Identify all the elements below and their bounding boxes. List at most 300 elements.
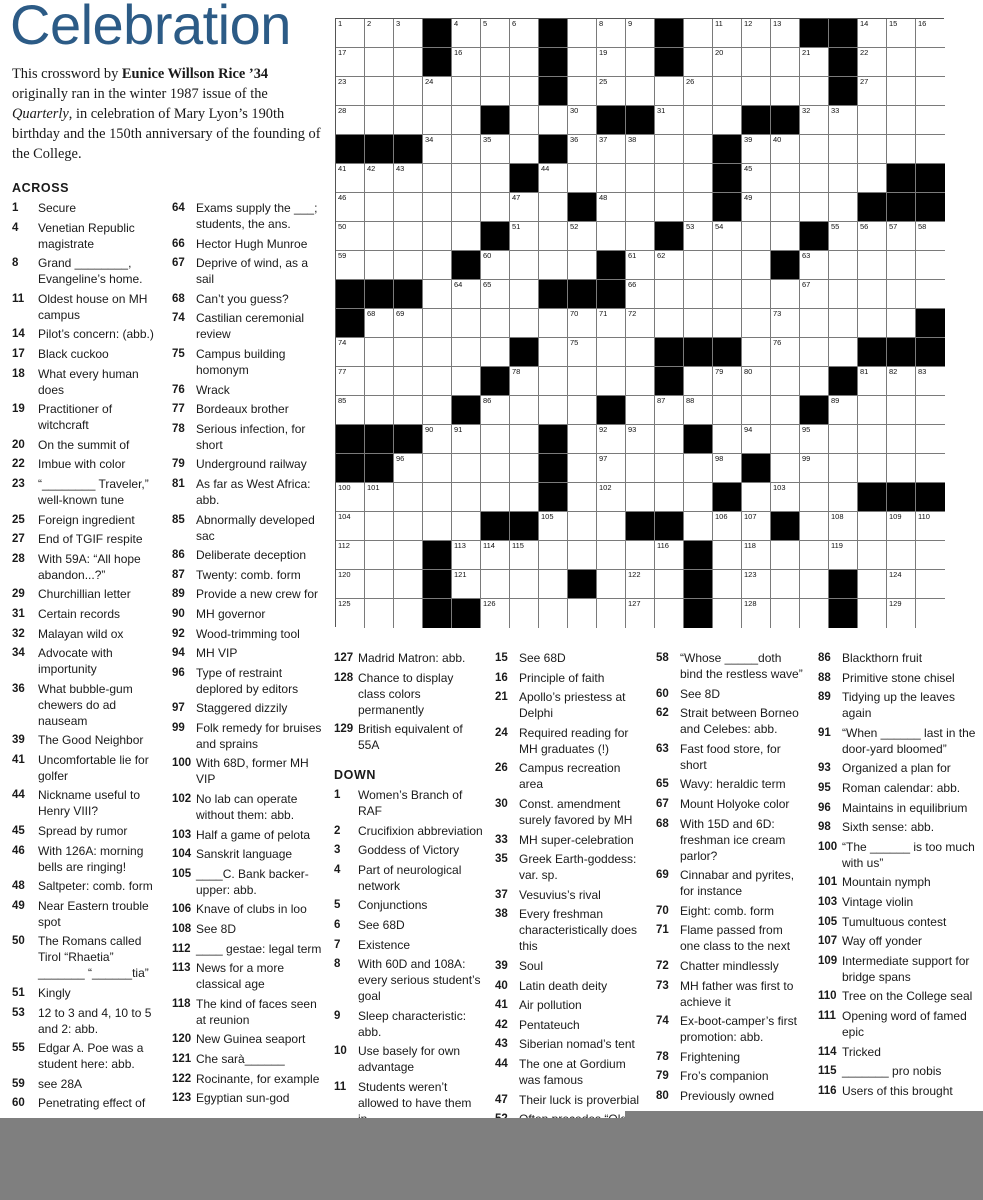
- grid-cell[interactable]: [394, 222, 423, 251]
- grid-cell[interactable]: [800, 77, 829, 106]
- grid-cell[interactable]: [626, 541, 655, 570]
- grid-cell[interactable]: [684, 367, 713, 396]
- grid-cell[interactable]: [713, 599, 742, 628]
- grid-cell[interactable]: [568, 135, 597, 164]
- grid-cell[interactable]: [597, 19, 626, 48]
- grid-cell[interactable]: [713, 106, 742, 135]
- grid-cell[interactable]: [365, 483, 394, 512]
- grid-cell[interactable]: [800, 570, 829, 599]
- grid-cell[interactable]: [336, 396, 365, 425]
- grid-cell[interactable]: [771, 164, 800, 193]
- grid-cell[interactable]: [510, 367, 539, 396]
- grid-cell[interactable]: [423, 425, 452, 454]
- grid-cell[interactable]: [887, 280, 916, 309]
- grid-cell[interactable]: [539, 541, 568, 570]
- grid-cell[interactable]: [887, 425, 916, 454]
- grid-cell[interactable]: [684, 454, 713, 483]
- grid-cell[interactable]: [597, 222, 626, 251]
- grid-cell[interactable]: [394, 106, 423, 135]
- grid-cell[interactable]: [568, 454, 597, 483]
- grid-cell[interactable]: [626, 164, 655, 193]
- grid-cell[interactable]: [510, 483, 539, 512]
- grid-cell[interactable]: [336, 541, 365, 570]
- grid-cell[interactable]: [597, 338, 626, 367]
- grid-cell[interactable]: [655, 483, 684, 512]
- grid-cell[interactable]: [365, 541, 394, 570]
- grid-cell[interactable]: [626, 19, 655, 48]
- grid-cell[interactable]: [394, 19, 423, 48]
- grid-cell[interactable]: [829, 396, 858, 425]
- grid-cell[interactable]: [423, 483, 452, 512]
- grid-cell[interactable]: [829, 309, 858, 338]
- grid-cell[interactable]: [452, 483, 481, 512]
- grid-cell[interactable]: [684, 309, 713, 338]
- grid-cell[interactable]: [481, 396, 510, 425]
- grid-cell[interactable]: [423, 512, 452, 541]
- grid-cell[interactable]: [858, 309, 887, 338]
- grid-cell[interactable]: [916, 251, 945, 280]
- grid-cell[interactable]: [626, 222, 655, 251]
- grid-cell[interactable]: [510, 251, 539, 280]
- grid-cell[interactable]: [800, 425, 829, 454]
- grid-cell[interactable]: [742, 483, 771, 512]
- grid-cell[interactable]: [481, 164, 510, 193]
- grid-cell[interactable]: [800, 483, 829, 512]
- grid-cell[interactable]: [336, 77, 365, 106]
- grid-cell[interactable]: [394, 454, 423, 483]
- grid-cell[interactable]: [655, 425, 684, 454]
- grid-cell[interactable]: [916, 19, 945, 48]
- grid-cell[interactable]: [800, 280, 829, 309]
- grid-cell[interactable]: [771, 396, 800, 425]
- grid-cell[interactable]: [829, 280, 858, 309]
- grid-cell[interactable]: [539, 338, 568, 367]
- grid-cell[interactable]: [713, 280, 742, 309]
- grid-cell[interactable]: [916, 425, 945, 454]
- grid-cell[interactable]: [684, 483, 713, 512]
- grid-cell[interactable]: [800, 512, 829, 541]
- grid-cell[interactable]: [771, 338, 800, 367]
- grid-cell[interactable]: [800, 48, 829, 77]
- grid-cell[interactable]: [887, 396, 916, 425]
- grid-cell[interactable]: [365, 193, 394, 222]
- grid-cell[interactable]: [800, 193, 829, 222]
- grid-cell[interactable]: [452, 19, 481, 48]
- grid-cell[interactable]: [655, 396, 684, 425]
- grid-cell[interactable]: [916, 48, 945, 77]
- grid-cell[interactable]: [858, 19, 887, 48]
- grid-cell[interactable]: [568, 19, 597, 48]
- grid-cell[interactable]: [452, 280, 481, 309]
- grid-cell[interactable]: [916, 396, 945, 425]
- grid-cell[interactable]: [597, 48, 626, 77]
- grid-cell[interactable]: [336, 193, 365, 222]
- grid-cell[interactable]: [858, 396, 887, 425]
- grid-cell[interactable]: [394, 541, 423, 570]
- grid-cell[interactable]: [597, 425, 626, 454]
- grid-cell[interactable]: [423, 454, 452, 483]
- grid-cell[interactable]: [568, 599, 597, 628]
- grid-cell[interactable]: [829, 251, 858, 280]
- grid-cell[interactable]: [423, 338, 452, 367]
- grid-cell[interactable]: [684, 193, 713, 222]
- grid-cell[interactable]: [742, 193, 771, 222]
- grid-cell[interactable]: [423, 396, 452, 425]
- grid-cell[interactable]: [394, 512, 423, 541]
- grid-cell[interactable]: [771, 309, 800, 338]
- grid-cell[interactable]: [510, 106, 539, 135]
- grid-cell[interactable]: [365, 338, 394, 367]
- grid-cell[interactable]: [655, 280, 684, 309]
- grid-cell[interactable]: [539, 193, 568, 222]
- grid-cell[interactable]: [394, 367, 423, 396]
- grid-cell[interactable]: [568, 396, 597, 425]
- grid-cell[interactable]: [481, 193, 510, 222]
- grid-cell[interactable]: [858, 164, 887, 193]
- grid-cell[interactable]: [684, 396, 713, 425]
- grid-cell[interactable]: [336, 251, 365, 280]
- grid-cell[interactable]: [771, 280, 800, 309]
- grid-cell[interactable]: [336, 106, 365, 135]
- grid-cell[interactable]: [452, 135, 481, 164]
- grid-cell[interactable]: [452, 309, 481, 338]
- grid-cell[interactable]: [684, 280, 713, 309]
- grid-cell[interactable]: [858, 222, 887, 251]
- grid-cell[interactable]: [742, 280, 771, 309]
- grid-cell[interactable]: [394, 193, 423, 222]
- grid-cell[interactable]: [713, 570, 742, 599]
- grid-cell[interactable]: [423, 193, 452, 222]
- grid-cell[interactable]: [481, 483, 510, 512]
- grid-cell[interactable]: [684, 106, 713, 135]
- grid-cell[interactable]: [481, 425, 510, 454]
- grid-cell[interactable]: [713, 425, 742, 454]
- grid-cell[interactable]: [655, 193, 684, 222]
- grid-cell[interactable]: [829, 512, 858, 541]
- grid-cell[interactable]: [742, 77, 771, 106]
- grid-cell[interactable]: [452, 77, 481, 106]
- grid-cell[interactable]: [568, 106, 597, 135]
- grid-cell[interactable]: [829, 425, 858, 454]
- grid-cell[interactable]: [916, 222, 945, 251]
- grid-cell[interactable]: [858, 570, 887, 599]
- grid-cell[interactable]: [394, 48, 423, 77]
- grid-cell[interactable]: [858, 48, 887, 77]
- grid-cell[interactable]: [539, 396, 568, 425]
- grid-cell[interactable]: [539, 570, 568, 599]
- grid-cell[interactable]: [626, 338, 655, 367]
- grid-cell[interactable]: [829, 164, 858, 193]
- grid-cell[interactable]: [510, 48, 539, 77]
- grid-cell[interactable]: [597, 454, 626, 483]
- grid-cell[interactable]: [510, 19, 539, 48]
- grid-cell[interactable]: [510, 570, 539, 599]
- grid-cell[interactable]: [800, 541, 829, 570]
- grid-cell[interactable]: [829, 222, 858, 251]
- grid-cell[interactable]: [800, 251, 829, 280]
- grid-cell[interactable]: [568, 309, 597, 338]
- grid-cell[interactable]: [626, 483, 655, 512]
- grid-cell[interactable]: [365, 512, 394, 541]
- grid-cell[interactable]: [568, 338, 597, 367]
- grid-cell[interactable]: [829, 135, 858, 164]
- grid-cell[interactable]: [365, 222, 394, 251]
- grid-cell[interactable]: [568, 512, 597, 541]
- grid-cell[interactable]: [829, 483, 858, 512]
- grid-cell[interactable]: [887, 512, 916, 541]
- grid-cell[interactable]: [771, 77, 800, 106]
- grid-cell[interactable]: [684, 135, 713, 164]
- grid-cell[interactable]: [916, 135, 945, 164]
- grid-cell[interactable]: [568, 541, 597, 570]
- grid-cell[interactable]: [597, 570, 626, 599]
- grid-cell[interactable]: [365, 19, 394, 48]
- grid-cell[interactable]: [916, 77, 945, 106]
- grid-cell[interactable]: [394, 570, 423, 599]
- grid-cell[interactable]: [742, 570, 771, 599]
- grid-cell[interactable]: [510, 280, 539, 309]
- grid-cell[interactable]: [597, 309, 626, 338]
- grid-cell[interactable]: [858, 599, 887, 628]
- grid-cell[interactable]: [916, 599, 945, 628]
- grid-cell[interactable]: [916, 280, 945, 309]
- grid-cell[interactable]: [365, 106, 394, 135]
- grid-cell[interactable]: [423, 135, 452, 164]
- grid-cell[interactable]: [452, 106, 481, 135]
- grid-cell[interactable]: [655, 251, 684, 280]
- grid-cell[interactable]: [655, 570, 684, 599]
- grid-cell[interactable]: [626, 77, 655, 106]
- grid-cell[interactable]: [423, 280, 452, 309]
- grid-cell[interactable]: [742, 338, 771, 367]
- grid-cell[interactable]: [626, 599, 655, 628]
- grid-cell[interactable]: [481, 599, 510, 628]
- grid-cell[interactable]: [916, 454, 945, 483]
- grid-cell[interactable]: [394, 338, 423, 367]
- grid-cell[interactable]: [829, 541, 858, 570]
- grid-cell[interactable]: [365, 48, 394, 77]
- grid-cell[interactable]: [626, 309, 655, 338]
- grid-cell[interactable]: [394, 164, 423, 193]
- grid-cell[interactable]: [597, 599, 626, 628]
- grid-cell[interactable]: [510, 77, 539, 106]
- grid-cell[interactable]: [858, 77, 887, 106]
- grid-cell[interactable]: [481, 309, 510, 338]
- grid-cell[interactable]: [887, 454, 916, 483]
- grid-cell[interactable]: [365, 309, 394, 338]
- grid-cell[interactable]: [481, 48, 510, 77]
- grid-cell[interactable]: [713, 251, 742, 280]
- grid-cell[interactable]: [539, 164, 568, 193]
- grid-cell[interactable]: [742, 541, 771, 570]
- grid-cell[interactable]: [858, 135, 887, 164]
- grid-cell[interactable]: [568, 483, 597, 512]
- grid-cell[interactable]: [713, 309, 742, 338]
- grid-cell[interactable]: [771, 48, 800, 77]
- grid-cell[interactable]: [597, 164, 626, 193]
- grid-cell[interactable]: [481, 338, 510, 367]
- grid-cell[interactable]: [452, 338, 481, 367]
- grid-cell[interactable]: [742, 309, 771, 338]
- grid-cell[interactable]: [887, 251, 916, 280]
- grid-cell[interactable]: [771, 193, 800, 222]
- grid-cell[interactable]: [510, 425, 539, 454]
- grid-cell[interactable]: [452, 222, 481, 251]
- grid-cell[interactable]: [887, 222, 916, 251]
- grid-cell[interactable]: [858, 280, 887, 309]
- grid-cell[interactable]: [887, 135, 916, 164]
- grid-cell[interactable]: [336, 483, 365, 512]
- grid-cell[interactable]: [771, 599, 800, 628]
- grid-cell[interactable]: [510, 135, 539, 164]
- grid-cell[interactable]: [481, 135, 510, 164]
- grid-cell[interactable]: [394, 396, 423, 425]
- grid-cell[interactable]: [829, 193, 858, 222]
- grid-cell[interactable]: [742, 135, 771, 164]
- grid-cell[interactable]: [655, 454, 684, 483]
- grid-cell[interactable]: [423, 164, 452, 193]
- grid-cell[interactable]: [336, 367, 365, 396]
- grid-cell[interactable]: [481, 251, 510, 280]
- grid-cell[interactable]: [887, 106, 916, 135]
- grid-cell[interactable]: [684, 512, 713, 541]
- grid-cell[interactable]: [713, 512, 742, 541]
- grid-cell[interactable]: [916, 512, 945, 541]
- grid-cell[interactable]: [365, 77, 394, 106]
- grid-cell[interactable]: [423, 309, 452, 338]
- grid-cell[interactable]: [626, 425, 655, 454]
- grid-cell[interactable]: [887, 77, 916, 106]
- grid-cell[interactable]: [510, 454, 539, 483]
- grid-cell[interactable]: [684, 251, 713, 280]
- grid-cell[interactable]: [336, 164, 365, 193]
- grid-cell[interactable]: [858, 454, 887, 483]
- grid-cell[interactable]: [742, 222, 771, 251]
- grid-cell[interactable]: [800, 338, 829, 367]
- grid-cell[interactable]: [481, 541, 510, 570]
- grid-cell[interactable]: [510, 599, 539, 628]
- grid-cell[interactable]: [481, 454, 510, 483]
- grid-cell[interactable]: [423, 251, 452, 280]
- grid-cell[interactable]: [365, 251, 394, 280]
- grid-cell[interactable]: [887, 599, 916, 628]
- grid-cell[interactable]: [771, 425, 800, 454]
- grid-cell[interactable]: [423, 77, 452, 106]
- grid-cell[interactable]: [713, 454, 742, 483]
- grid-cell[interactable]: [626, 193, 655, 222]
- grid-cell[interactable]: [336, 48, 365, 77]
- grid-cell[interactable]: [626, 367, 655, 396]
- grid-cell[interactable]: [858, 106, 887, 135]
- grid-cell[interactable]: [510, 222, 539, 251]
- grid-cell[interactable]: [887, 570, 916, 599]
- grid-cell[interactable]: [394, 483, 423, 512]
- grid-cell[interactable]: [452, 367, 481, 396]
- grid-cell[interactable]: [626, 251, 655, 280]
- grid-cell[interactable]: [626, 135, 655, 164]
- grid-cell[interactable]: [336, 512, 365, 541]
- grid-cell[interactable]: [539, 106, 568, 135]
- grid-cell[interactable]: [597, 483, 626, 512]
- grid-cell[interactable]: [423, 222, 452, 251]
- grid-cell[interactable]: [365, 599, 394, 628]
- grid-cell[interactable]: [742, 367, 771, 396]
- grid-cell[interactable]: [539, 309, 568, 338]
- grid-cell[interactable]: [800, 367, 829, 396]
- grid-cell[interactable]: [626, 396, 655, 425]
- grid-cell[interactable]: [713, 396, 742, 425]
- grid-cell[interactable]: [336, 19, 365, 48]
- grid-cell[interactable]: [800, 164, 829, 193]
- grid-cell[interactable]: [539, 367, 568, 396]
- grid-cell[interactable]: [829, 454, 858, 483]
- grid-cell[interactable]: [481, 77, 510, 106]
- grid-cell[interactable]: [800, 106, 829, 135]
- grid-cell[interactable]: [655, 541, 684, 570]
- grid-cell[interactable]: [452, 425, 481, 454]
- grid-cell[interactable]: [510, 193, 539, 222]
- grid-cell[interactable]: [568, 425, 597, 454]
- grid-cell[interactable]: [452, 454, 481, 483]
- grid-cell[interactable]: [510, 396, 539, 425]
- grid-cell[interactable]: [713, 541, 742, 570]
- grid-cell[interactable]: [452, 164, 481, 193]
- grid-cell[interactable]: [568, 222, 597, 251]
- grid-cell[interactable]: [713, 48, 742, 77]
- grid-cell[interactable]: [568, 164, 597, 193]
- grid-cell[interactable]: [655, 106, 684, 135]
- grid-cell[interactable]: [539, 599, 568, 628]
- grid-cell[interactable]: [452, 193, 481, 222]
- grid-cell[interactable]: [539, 251, 568, 280]
- grid-cell[interactable]: [365, 164, 394, 193]
- grid-cell[interactable]: [597, 512, 626, 541]
- grid-cell[interactable]: [626, 48, 655, 77]
- grid-cell[interactable]: [858, 541, 887, 570]
- grid-cell[interactable]: [858, 367, 887, 396]
- grid-cell[interactable]: [887, 309, 916, 338]
- grid-cell[interactable]: [858, 251, 887, 280]
- grid-cell[interactable]: [655, 309, 684, 338]
- grid-cell[interactable]: [742, 425, 771, 454]
- grid-cell[interactable]: [568, 367, 597, 396]
- grid-cell[interactable]: [887, 367, 916, 396]
- grid-cell[interactable]: [597, 77, 626, 106]
- grid-cell[interactable]: [655, 77, 684, 106]
- grid-cell[interactable]: [597, 135, 626, 164]
- grid-cell[interactable]: [423, 367, 452, 396]
- grid-cell[interactable]: [713, 367, 742, 396]
- grid-cell[interactable]: [684, 48, 713, 77]
- grid-cell[interactable]: [771, 570, 800, 599]
- grid-cell[interactable]: [829, 338, 858, 367]
- grid-cell[interactable]: [481, 570, 510, 599]
- grid-cell[interactable]: [597, 367, 626, 396]
- grid-cell[interactable]: [742, 396, 771, 425]
- grid-cell[interactable]: [771, 222, 800, 251]
- grid-cell[interactable]: [713, 77, 742, 106]
- grid-cell[interactable]: [452, 48, 481, 77]
- grid-cell[interactable]: [916, 570, 945, 599]
- grid-cell[interactable]: [742, 599, 771, 628]
- grid-cell[interactable]: [771, 367, 800, 396]
- grid-cell[interactable]: [481, 280, 510, 309]
- grid-cell[interactable]: [423, 106, 452, 135]
- grid-cell[interactable]: [684, 77, 713, 106]
- grid-cell[interactable]: [539, 512, 568, 541]
- grid-cell[interactable]: [858, 425, 887, 454]
- grid-cell[interactable]: [800, 454, 829, 483]
